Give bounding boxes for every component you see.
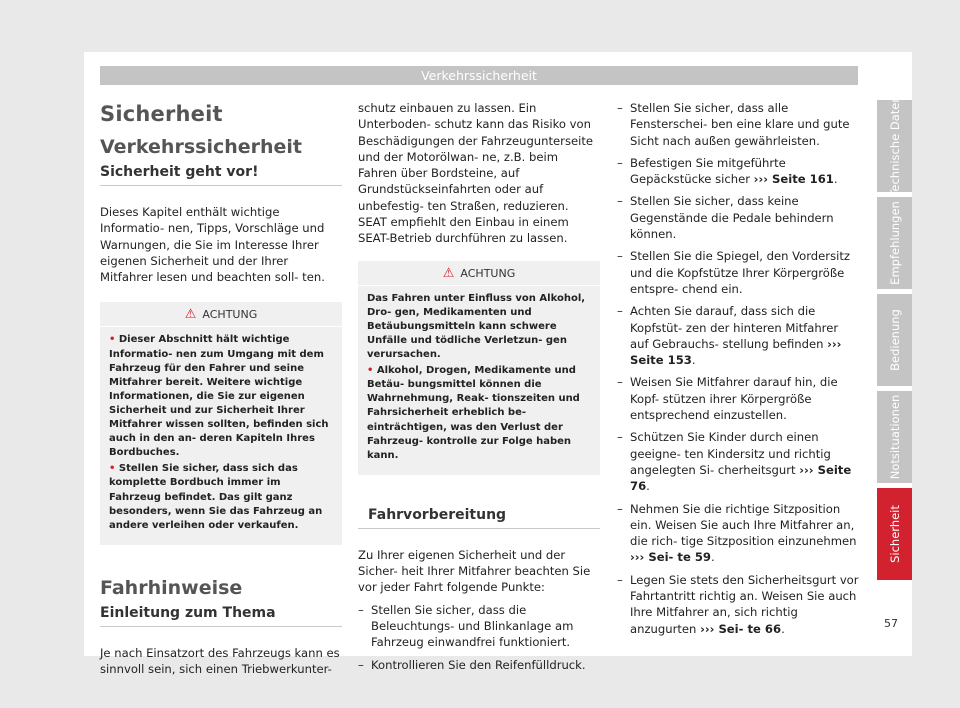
- list-item: – Legen Sie stets den Sicherheitsgurt vor Fahrtantritt richtig an. Weisen Sie auch Ihre Mitfahrer an, sich richtig anzugurten ››› Sei- te 66.: [617, 572, 859, 636]
- column-2: [358, 100, 600, 673]
- warning-label: ACHTUNG: [202, 308, 258, 322]
- topic-title: Fahrvorbereitung: [358, 507, 600, 529]
- list-item: – Befestigen Sie mitgeführte Gepäckstücke sicher ››› Seite 161.: [617, 155, 838, 187]
- warning-label: ACHTUNG: [460, 266, 516, 280]
- list-item: – Kontrollieren Sie den Reifenfülldruck.: [358, 657, 586, 672]
- page-reference: ››› Seite 76: [630, 462, 852, 494]
- column-3: [617, 94, 859, 637]
- list-item: – Achten Sie darauf, dass sich die Kopfstüt- zen der hinteren Mitfahrer auf Gebrauchs- stellung befinden ››› Seite 153.: [617, 304, 842, 368]
- warning-item: • Stellen Sie sicher, dass sich das komplette Bordbuch immer im Fahrzeug befindet. Das gilt ganz besonders, wenn Sie das Fahrzeug an andere verleihen oder verkaufen.: [109, 463, 323, 531]
- page-reference: ››› Sei- te 66: [700, 621, 782, 636]
- list-item: – Stellen Sie sicher, dass keine Gegenstände die Pedale behindern können.: [617, 194, 834, 242]
- warning-box: [358, 261, 600, 475]
- tab-bedienung[interactable]: Bedienung: [877, 294, 912, 386]
- paragraph: schutz einbauen zu lassen. Ein Unterboden- schutz kann das Risiko von Beschädigungen der Fahrzeugunterseite und der Motorölwan- ne, z.B. beim Fahren über Bordsteine, auf Grundstückseinfahrten oder auf unbefestig- ten Straßen, reduzieren. SEAT empfiehlt den Einbau in einem SEAT-Betrieb durchführen zu lassen.: [358, 101, 594, 246]
- running-header: Verkehrssicherheit: [100, 66, 858, 85]
- tab-empfehlungen[interactable]: Empfehlungen: [877, 197, 912, 289]
- chapter-title: Verkehrssicherheit: [100, 136, 303, 158]
- list-item: – Schützen Sie Kinder durch einen geeigne- ten Kindersitz und richtig angelegten Si- cherheitsgurt ››› Seite 76.: [617, 430, 852, 494]
- page-reference: ››› Sei- te 59: [630, 550, 711, 565]
- topic-title: Sicherheit geht vor!: [100, 164, 342, 186]
- chapter-title: Fahrhinweise: [100, 576, 243, 599]
- warning-box: [100, 302, 342, 544]
- list-item: – Nehmen Sie die richtige Sitzposition ein. Weisen Sie auch Ihre Mitfahrer an, die rich- tige Sitzposition einzunehmen ››› Sei- te 59.: [617, 501, 857, 565]
- page-reference: ››› Seite 153: [630, 336, 842, 368]
- tab-technische-daten[interactable]: Technische Daten: [877, 100, 912, 192]
- column-1: [100, 96, 342, 677]
- list-item: – Stellen Sie sicher, dass alle Fensterschei- ben eine klare und gute Sicht nach außen gewährleisten.: [617, 101, 850, 148]
- page-reference: ››› Seite 161: [753, 172, 834, 187]
- warning-item: • Dieser Abschnitt hält wichtige Informatio- nen zum Umgang mit dem Fahrzeug für den Fahrer und seine Mitfahrer bereit. Weitere wichtige Informationen, die Sie zur eigenen Sicherheit und zur Sicherheit Ihrer Mitfahrer wissen sollten, befinden sich auch in den an- deren Kapiteln Ihres Bordbuches.: [109, 334, 329, 459]
- warning-item: • Alkohol, Drogen, Medikamente und Betäu- bungsmittel können die Wahrnehmung, Reak- tionszeiten und Fahrsicherheit erheblich be- einträchtigen, was den Verlust der Fahrzeug- kontrolle zur Folge haben kann.: [367, 365, 580, 461]
- tab-notsituationen[interactable]: Notsituationen: [877, 391, 912, 483]
- section-title: Sicherheit: [100, 102, 223, 126]
- warning-triangle-icon: ⚠: [442, 265, 455, 281]
- bullet-icon: •: [109, 463, 119, 475]
- list-item: – Stellen Sie sicher, dass die Beleuchtungs- und Blinkanlage am Fahrzeug einwandfrei funktioniert.: [358, 602, 574, 650]
- bullet-icon: •: [109, 334, 119, 346]
- intro-paragraph: Dieses Kapitel enthält wichtige Informatio- nen, Tipps, Vorschläge und Warnungen, die Sie im Interesse Ihrer eigenen Sicherheit und der Ihrer Mitfahrer lesen und beachten soll- ten.: [100, 205, 325, 285]
- paragraph: Zu Ihrer eigenen Sicherheit und der Sicher- heit Ihrer Mitfahrer beachten Sie vor jeder Fahrt folgende Punkte:: [358, 547, 591, 595]
- list-item: – Stellen Sie die Spiegel, den Vordersitz und die Kopfstütze Ihrer Körpergröße entspre- chend ein.: [617, 249, 850, 296]
- warning-triangle-icon: ⚠: [184, 307, 197, 323]
- tab-sicherheit[interactable]: Sicherheit: [877, 488, 912, 580]
- bullet-icon: •: [367, 365, 377, 377]
- list-item: – Weisen Sie Mitfahrer darauf hin, die Kopf- stützen ihrer Körpergröße entsprechend einzustellen.: [617, 375, 838, 423]
- page-number: 57: [884, 617, 898, 630]
- warning-lead: Das Fahren unter Einfluss von Alkohol, Dro- gen, Medikamenten und Betäubungsmitteln kann schwere Unfälle und tödliche Verletzun- gen verursachen.: [367, 292, 586, 361]
- paragraph: Je nach Einsatzort des Fahrzeugs kann es sinnvoll sein, sich einen Triebwerkunter-: [100, 645, 340, 677]
- topic-title: Einleitung zum Thema: [100, 605, 342, 627]
